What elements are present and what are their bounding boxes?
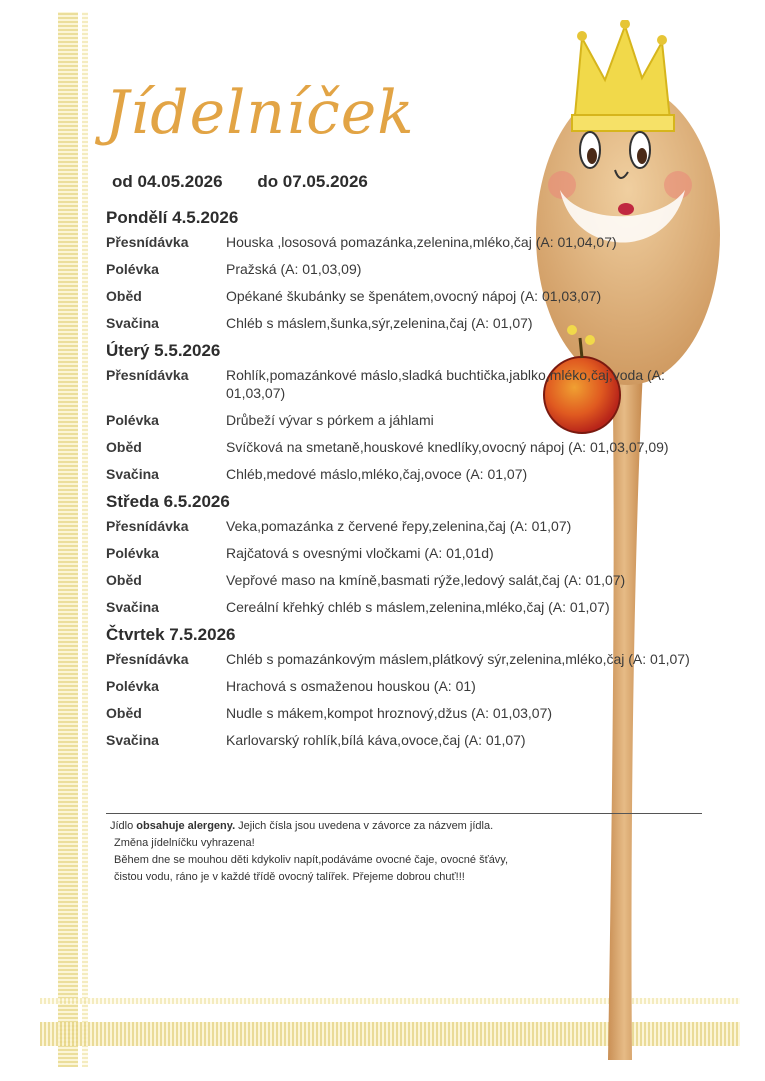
meal-text: Chléb s máslem,šunka,sýr,zelenina,čaj (A: 01,07) xyxy=(226,315,533,331)
meal-label: Oběd xyxy=(106,439,142,455)
divider xyxy=(106,813,702,814)
meal-text: Nudle s mákem,kompot hroznový,džus (A: 01,03,07) xyxy=(226,705,553,721)
meal-row xyxy=(106,571,726,589)
date-from: od 04.05.2026 xyxy=(112,172,223,191)
meal-label: Polévka xyxy=(106,545,159,561)
meal-label: Přesnídávka xyxy=(106,518,189,534)
meal-label: Polévka xyxy=(106,412,159,428)
notes xyxy=(110,818,670,886)
note-bold: obsahuje alergeny. xyxy=(136,820,236,832)
meal-row xyxy=(106,260,726,278)
meal-label: Polévka xyxy=(106,678,159,694)
crown-icon xyxy=(575,26,670,120)
meal-text: Chléb s pomazánkovým máslem,plátkový sýr,zelenina,mléko,čaj (A: 01,07) xyxy=(226,651,690,667)
day-title: Úterý 5.5.2026 xyxy=(106,341,221,360)
day-title: Pondělí 4.5.2026 xyxy=(106,208,239,227)
day-section xyxy=(106,625,726,749)
meal-text: Houska ,lososová pomazánka,zelenina,mléko,čaj (A: 01,04,07) xyxy=(226,234,617,250)
day-section xyxy=(106,492,726,616)
day-section xyxy=(106,208,726,332)
meal-text: Drůbeží vývar s pórkem a jáhlami xyxy=(226,412,434,428)
meal-row xyxy=(106,314,726,332)
meal-label: Svačina xyxy=(106,466,159,482)
drinks-note-2: čistou vodu, ráno je v každé třídě ovocný talířek. Přejeme dobrou chuť!!! xyxy=(114,871,465,883)
meal-label: Přesnídávka xyxy=(106,651,189,667)
meal-label: Oběd xyxy=(106,705,142,721)
meal-label: Polévka xyxy=(106,261,159,277)
date-to: do 07.05.2026 xyxy=(257,172,368,191)
meal-row xyxy=(106,598,726,616)
meal-row xyxy=(106,731,726,749)
day-title: Čtvrtek 7.5.2026 xyxy=(106,625,236,644)
allergen-note xyxy=(110,818,670,835)
meal-text: Karlovarský rohlík,bílá káva,ovoce,čaj (A: 01,07) xyxy=(226,732,526,748)
meal-text: Veka,pomazánka z červené řepy,zelenina,čaj (A: 01,07) xyxy=(226,518,572,534)
meal-text: Cereální křehký chléb s máslem,zelenina,mléko,čaj (A: 01,07) xyxy=(226,599,610,615)
meal-text: Pražská (A: 01,03,09) xyxy=(226,261,362,277)
meal-row xyxy=(106,704,726,722)
meal-row xyxy=(106,366,726,402)
page-title: Jídelníček xyxy=(105,78,415,148)
meal-text: Rohlík,pomazánkové máslo,sladká buchtička,jablko,mléko,čaj,voda (A: 01,03,07) xyxy=(226,367,665,401)
note-text: Jídlo xyxy=(110,820,137,832)
meal-row xyxy=(106,544,726,562)
meal-row xyxy=(106,287,726,305)
meal-row xyxy=(106,677,726,695)
day-section xyxy=(106,341,726,483)
meal-text: Opékané škubánky se špenátem,ovocný nápoj (A: 01,03,07) xyxy=(226,288,602,304)
meal-label: Svačina xyxy=(106,732,159,748)
decorative-border-left xyxy=(58,12,78,1067)
note-text: Jejich čísla jsou uvedena v závorce za názvem jídla. xyxy=(235,820,494,832)
day-title: Středa 6.5.2026 xyxy=(106,492,230,511)
meal-text: Rajčatová s ovesnými vločkami (A: 01,01d) xyxy=(226,545,494,561)
meal-text: Hrachová s osmaženou houskou (A: 01) xyxy=(226,678,476,694)
date-range xyxy=(112,172,398,192)
meal-row xyxy=(106,438,726,456)
meal-label: Oběd xyxy=(106,572,142,588)
meal-row xyxy=(106,411,726,429)
decorative-border-left-thin xyxy=(82,12,88,1067)
meal-text: Svíčková na smetaně,houskové knedlíky,ovocný nápoj (A: 01,03,07,09) xyxy=(226,439,669,455)
meal-row xyxy=(106,233,726,251)
meal-label: Přesnídávka xyxy=(106,367,189,383)
change-note: Změna jídelníčku vyhrazena! xyxy=(114,837,255,849)
meal-row xyxy=(106,517,726,535)
menu-content xyxy=(106,208,726,758)
meal-row xyxy=(106,650,726,668)
meal-row xyxy=(106,465,726,483)
meal-label: Oběd xyxy=(106,288,142,304)
meal-label: Přesnídávka xyxy=(106,234,189,250)
meal-text: Vepřové maso na kmíně,basmati rýže,ledový salát,čaj (A: 01,07) xyxy=(226,572,626,588)
meal-label: Svačina xyxy=(106,315,159,331)
meal-label: Svačina xyxy=(106,599,159,615)
meal-text: Chléb,medové máslo,mléko,čaj,ovoce (A: 01,07) xyxy=(226,466,528,482)
drinks-note: Během dne se mouhou děti kdykoliv napít,podáváme ovocné čaje, ovocné šťávy, xyxy=(114,854,509,866)
